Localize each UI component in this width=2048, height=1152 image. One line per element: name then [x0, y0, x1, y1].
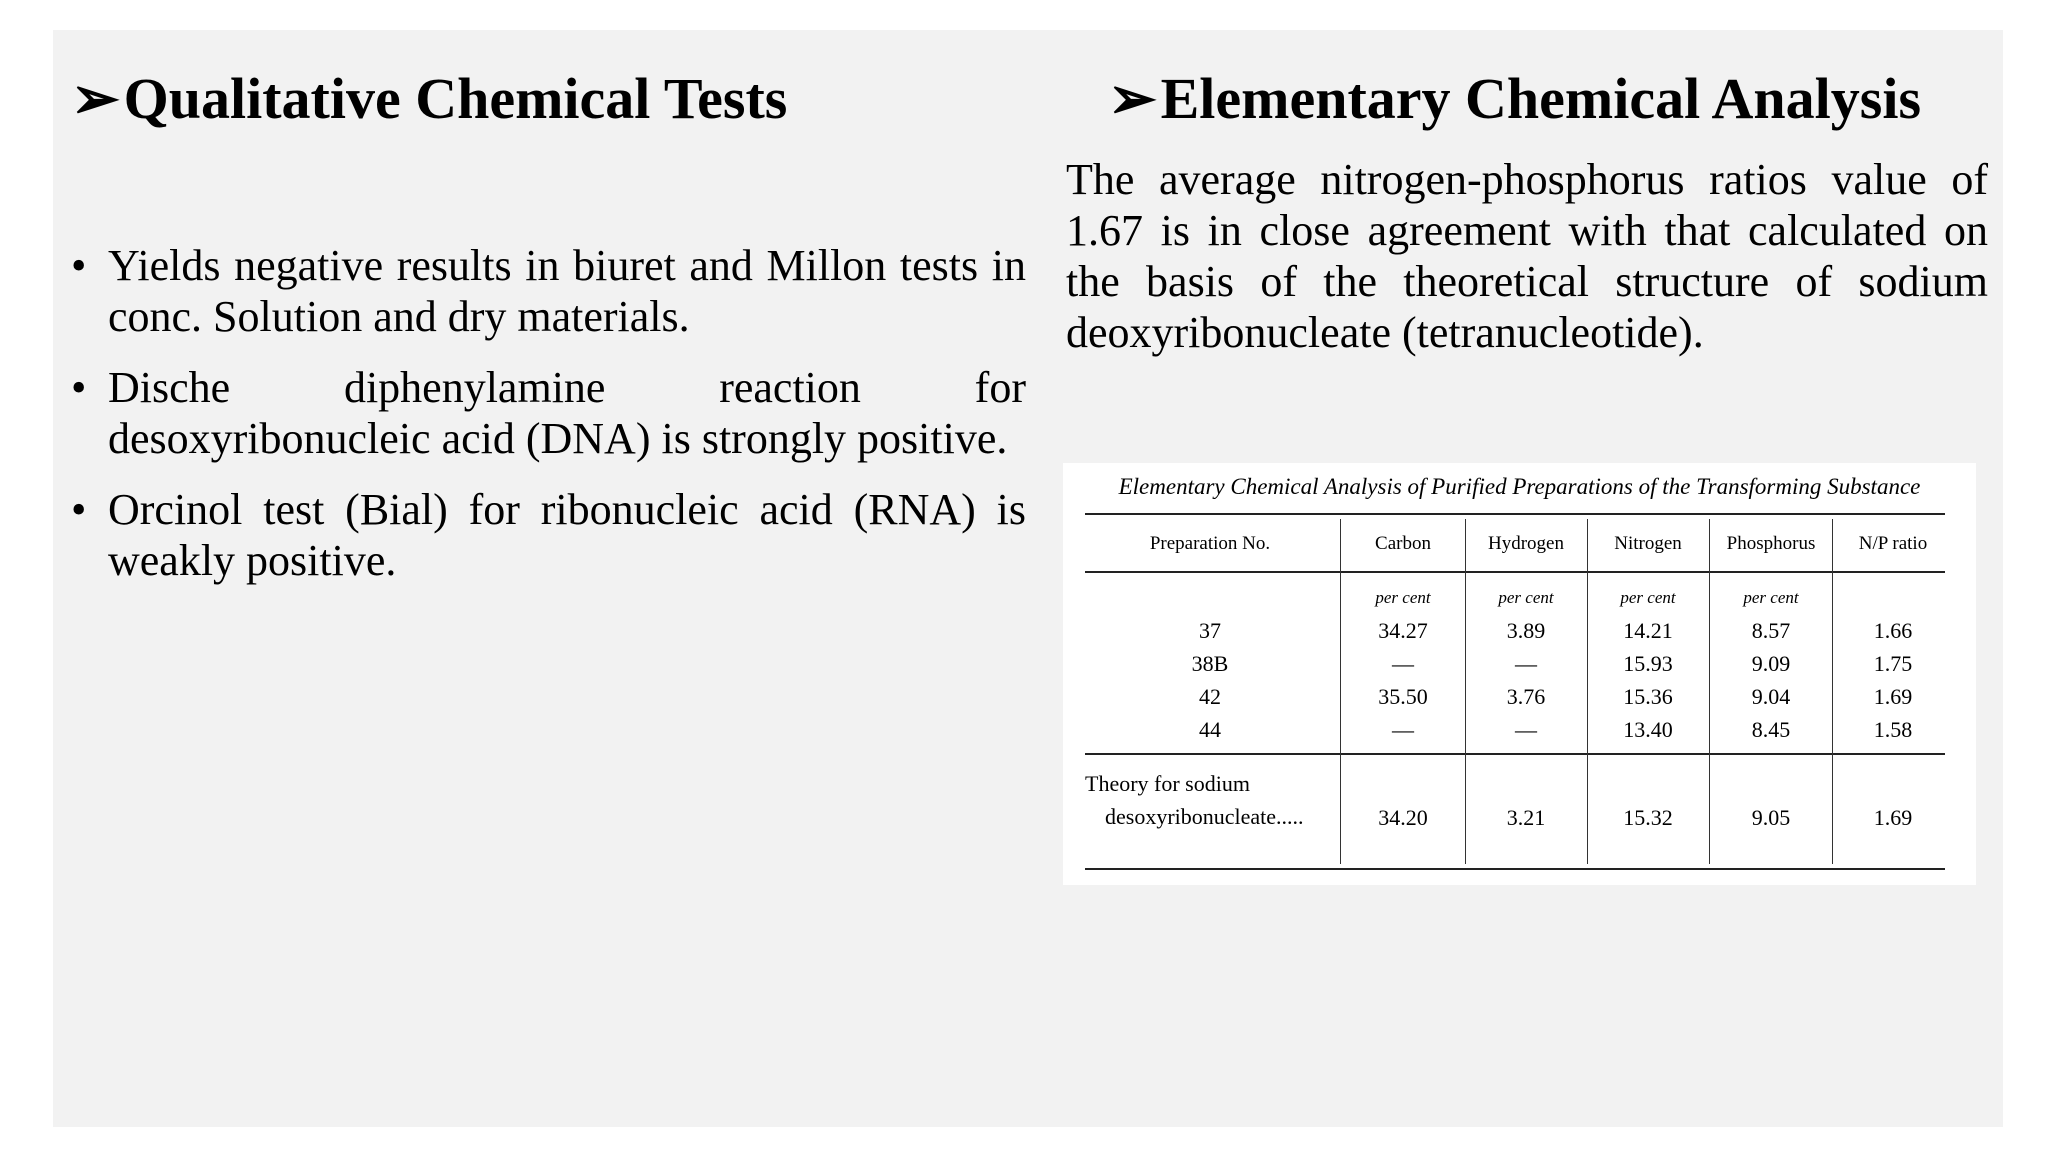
- list-item-text: Orcinol test (Bial) for ribonucleic acid (RNA) is weakly positive.: [108, 485, 1026, 585]
- table-header-cell: Hydrogen: [1488, 533, 1564, 554]
- table-header-cell: Preparation No.: [1149, 533, 1271, 554]
- theory-value-cell: 9.05: [1751, 805, 1791, 830]
- arrow-bullet-icon: ➢: [1108, 66, 1157, 131]
- table-cell: —: [1515, 651, 1537, 676]
- arrow-bullet-icon: ➢: [71, 66, 120, 131]
- table-column-rule: [1587, 519, 1588, 864]
- left-heading-text: Qualitative Chemical Tests: [123, 66, 788, 131]
- table-cell: 3.89: [1506, 618, 1546, 643]
- table-cell: 13.40: [1623, 717, 1673, 742]
- table-cell: 3.76: [1506, 684, 1546, 709]
- table-rule: [1085, 571, 1945, 573]
- list-item-text: Dische diphenylamine reaction for desoxyribonucleic acid (DNA) is strongly positive.: [108, 363, 1026, 463]
- table-unit-cell: per cent: [1375, 588, 1431, 607]
- left-heading: [71, 64, 787, 134]
- table-cell: 44: [1199, 717, 1221, 742]
- qualitative-tests-list: [71, 240, 1026, 606]
- table-cell: 8.45: [1751, 717, 1791, 742]
- table-unit-cell: per cent: [1498, 588, 1554, 607]
- table-cell: 15.36: [1623, 684, 1673, 709]
- table-cell: 37: [1199, 618, 1221, 643]
- table-header-cell: Carbon: [1375, 533, 1431, 554]
- table-column-rule: [1709, 519, 1710, 864]
- table-cell: 8.57: [1751, 618, 1791, 643]
- table-cell: —: [1392, 717, 1414, 742]
- table-cell: 15.93: [1623, 651, 1673, 676]
- table-caption: Elementary Chemical Analysis of Purified Preparations of the Transforming Substance: [1118, 474, 1921, 499]
- table-cell: —: [1392, 651, 1414, 676]
- table-cell: 14.21: [1623, 618, 1673, 643]
- table-header-cell: Phosphorus: [1726, 533, 1816, 554]
- table-cell: 1.75: [1873, 651, 1913, 676]
- table-column-rule: [1832, 519, 1833, 864]
- theory-value-cell: 34.20: [1378, 805, 1428, 830]
- bullet-dot-icon: •: [71, 241, 87, 290]
- table-header-cell: N/P ratio: [1858, 533, 1928, 554]
- list-item: [71, 484, 1026, 586]
- list-item: [71, 240, 1026, 342]
- bullet-dot-icon: •: [71, 485, 87, 534]
- theory-value-cell: 1.69: [1873, 805, 1913, 830]
- table-cell: 9.09: [1751, 651, 1791, 676]
- slide-background: [53, 30, 2003, 1127]
- theory-value-cell: 15.32: [1623, 805, 1673, 830]
- theory-value-cell: 3.21: [1506, 805, 1546, 830]
- theory-label: Theory for sodium: [1085, 771, 1250, 796]
- table-cell: 1.58: [1873, 717, 1913, 742]
- analysis-table-figure: [1063, 463, 1976, 885]
- table-column-rule: [1465, 519, 1466, 864]
- right-heading-text: Elementary Chemical Analysis: [1160, 66, 1922, 131]
- theory-label: desoxyribonucleate.....: [1105, 804, 1304, 829]
- table-cell: 1.66: [1873, 618, 1913, 643]
- table-cell: 9.04: [1751, 684, 1791, 709]
- table-cell: —: [1515, 717, 1537, 742]
- table-column-rule: [1340, 519, 1341, 864]
- table-cell: 35.50: [1378, 684, 1428, 709]
- table-rule: [1085, 868, 1945, 870]
- list-item: [71, 362, 1026, 464]
- table-header-cell: Nitrogen: [1614, 533, 1682, 554]
- bullet-dot-icon: •: [71, 363, 87, 412]
- table-unit-cell: per cent: [1743, 588, 1799, 607]
- table-cell: 42: [1199, 684, 1221, 709]
- analysis-table: [1085, 513, 1945, 868]
- right-heading: [1108, 64, 1921, 134]
- table-rule: [1085, 513, 1945, 515]
- table-cell: 38B: [1191, 651, 1229, 676]
- list-item-text: Yields negative results in biuret and Millon tests in conc. Solution and dry materials.: [108, 241, 1026, 341]
- table-rule: [1085, 753, 1945, 755]
- table-cell: 34.27: [1378, 618, 1428, 643]
- analysis-paragraph: The average nitrogen-phosphorus ratios value of 1.67 is in close agreement with that calculated on the basis of the theoretical structure of sodium deoxyribonucleate (tetranucleotide).: [1066, 155, 1988, 357]
- table-unit-cell: per cent: [1620, 588, 1676, 607]
- table-cell: 1.69: [1873, 684, 1913, 709]
